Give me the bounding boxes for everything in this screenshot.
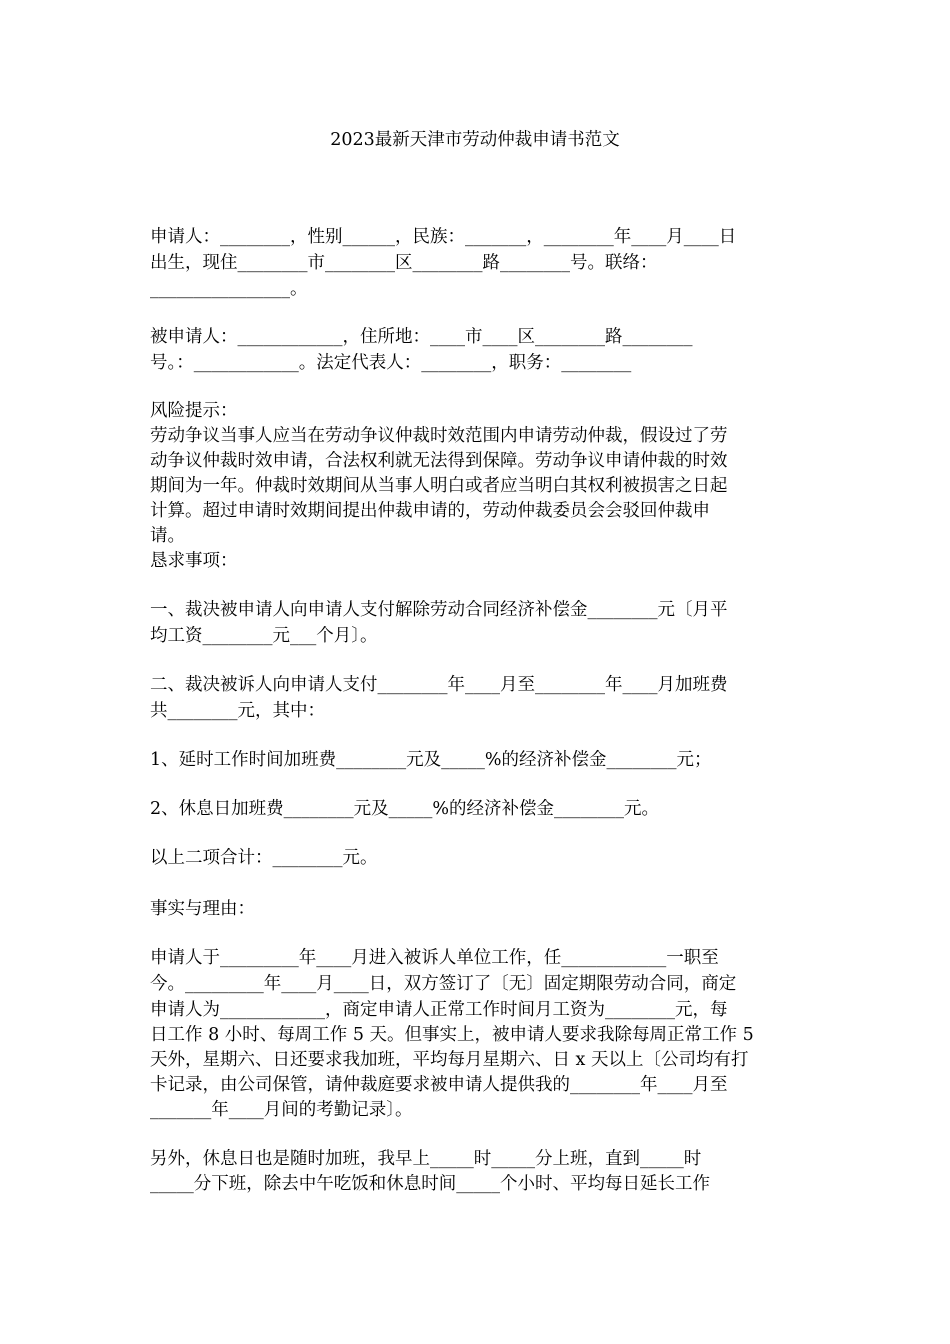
- facts-line-5: 天外，星期六、日还要求我加班，平均每月星期六、日 x 天以上〔公司均有打: [150, 1050, 749, 1070]
- total-line: 以上二项合计：________元。: [150, 848, 378, 868]
- request-2-line-2: 共________元，其中：: [150, 701, 325, 721]
- respondent-line-1: 被申请人：____________，住所地：____市____区________路________: [150, 327, 693, 347]
- facts-line-7: _______年____月间的考勤记录〕。: [150, 1100, 413, 1120]
- overtime-line-1: 另外，休息日也是随时加班，我早上_____时_____分上班，直到_____时: [150, 1149, 702, 1169]
- item-2-line: 2、休息日加班费________元及_____%的经济补偿金________元。: [150, 799, 660, 819]
- item-1-line: 1、延时工作时间加班费________元及_____%的经济补偿金________元；: [150, 750, 712, 770]
- facts-line-2: 今。_________年____月____日，双方签订了〔无〕固定期限劳动合同，商定: [150, 974, 737, 994]
- facts-line-1: 申请人于_________年____月进入被诉人单位工作，任____________一职至: [150, 948, 719, 968]
- request-1-line-1: 一、裁决被申请人向申请人支付解除劳动合同经济补偿金________元〔月平: [150, 600, 728, 620]
- risk-text-line-3: 期间为一年。仲裁时效期间从当事人明白或者应当明白其权利被损害之日起: [150, 476, 728, 496]
- applicant-line-3: ________________。: [150, 279, 308, 299]
- facts-heading: 事实与理由：: [150, 899, 255, 919]
- request-1-line-2: 均工资________元___个月〕。: [150, 626, 378, 646]
- respondent-line-2: 号。：____________。法定代表人：________，职务：________: [150, 353, 632, 373]
- risk-text-line-2: 动争议仲裁时效申请，合法权利就无法得到保障。劳动争议申请仲裁的时效: [150, 451, 728, 471]
- overtime-line-2: _____分下班，除去中午吃饭和休息时间_____个小时、平均每日延长工作: [150, 1174, 710, 1194]
- risk-heading: 风险提示：: [150, 401, 238, 421]
- facts-line-3: 申请人为____________，商定申请人正常工作时间月工资为________元，每: [150, 1000, 728, 1020]
- applicant-line-1: 申请人：________，性别______，民族：_______，________年____月____日: [150, 227, 737, 247]
- risk-text-line-1: 劳动争议当事人应当在劳动争议仲裁时效范围内申请劳动仲裁，假设过了劳: [150, 426, 728, 446]
- risk-text-line-5: 请。: [150, 526, 185, 546]
- request-2-line-1: 二、裁决被诉人向申请人支付________年____月至________年____月加班费: [150, 675, 728, 695]
- risk-text-line-4: 计算。超过申请时效期间提出仲裁申请的，劳动仲裁委员会会驳回仲裁申: [150, 501, 710, 521]
- requests-heading: 恳求事项：: [150, 551, 238, 571]
- facts-line-4: 日工作 8 小时、每周工作 5 天。但事实上，被申请人要求我除每周正常工作 5: [150, 1025, 754, 1045]
- facts-line-6: 卡记录，由公司保管，请仲裁庭要求被申请人提供我的________年____月至: [150, 1075, 728, 1095]
- document-title: 2023最新天津市劳动仲裁申请书范文: [330, 130, 620, 150]
- applicant-line-2: 出生，现住________市________区________路________号。联络：: [150, 253, 658, 273]
